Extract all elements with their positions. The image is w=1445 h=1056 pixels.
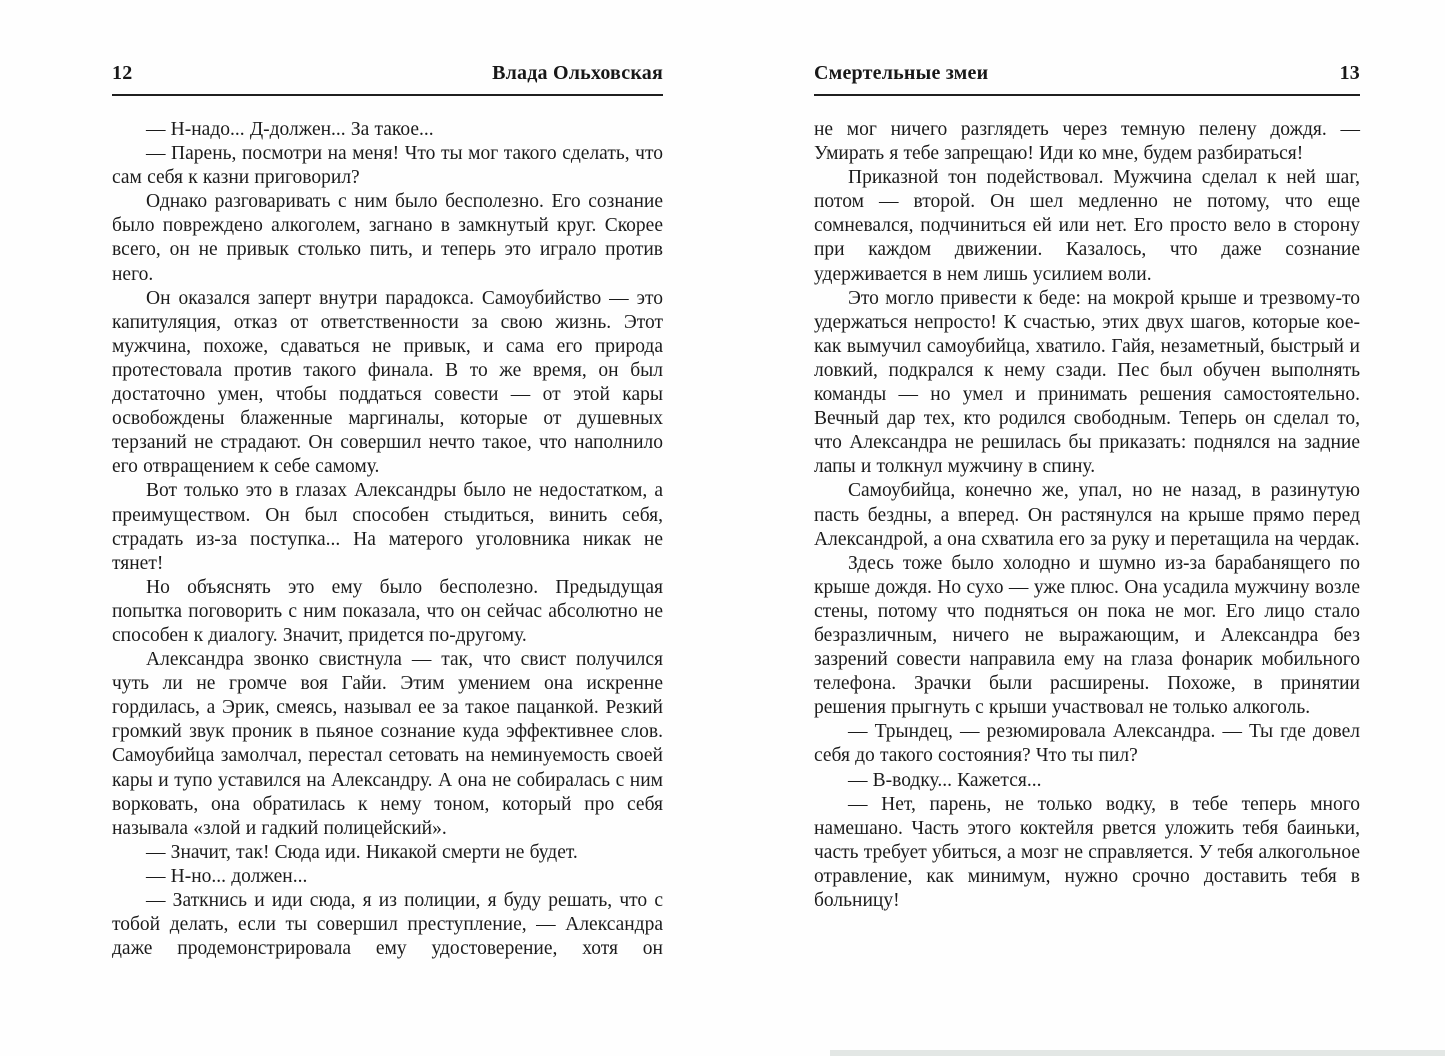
right-header-rule	[814, 94, 1360, 96]
paragraph: — Н-но... должен...	[146, 865, 308, 887]
paragraph: — Парень, посмотри на меня! Что ты мог такого сделать, что сам себя к казни приговорил?	[112, 143, 663, 189]
paragraph: Но объяснять это ему было бесполезно. Предыдущая попытка поговорить с ним показала, что он сейчас абсолютно не способен к диалогу. Значит, придется по-другому.	[112, 576, 663, 646]
scan-edge-artifact	[830, 1050, 1445, 1056]
right-running-header-title: Смертельные змеи	[814, 62, 989, 84]
left-body-text	[112, 118, 663, 961]
right-running-head	[814, 60, 1360, 86]
right-page-number: 13	[1339, 62, 1360, 84]
paragraph: Приказной тон подействовал. Мужчина сделал к ней шаг, потом — второй. Он шел медленно не потому, что еще сомневался, подчиниться ей или нет. Его просто вело в сторону при каждом движении. Казалось, что даже сознание удерживается в нем лишь усилием воли.	[814, 167, 1360, 285]
paragraph: Александра звонко свистнула — так, что свист получился чуть ли не громче воя Гайи. Этим умением она искренне гордилась, а Эрик, смеясь, называл ее за такое пацанкой. Резкий громкий звук проник в пьяное сознание куда эффективнее слов. Самоубийца замолчал, перестал сетовать на неминуемость своей кары и тупо уставился на Александру. А она не собиралась с ним ворковать, она обратилась к нему тоном, который про себя называла «злой и гадкий полицейский».	[112, 649, 663, 839]
paragraph: Здесь тоже было холодно и шумно из-за барабанящего по крыше дождя. Но сухо — уже плюс. Она усадила мужчину возле стены, потому что подняться он пока не мог. Его лицо стало безразличным, ничего не выражающим, и Александра без зазрений совести направила ему на глаза фонарик мобильного телефона. Зрачки были расширены. Похоже, в принятии решения прыгнуть с крыши участвовал не только алкоголь.	[814, 552, 1360, 719]
left-running-header-title: Влада Ольховская	[492, 62, 663, 84]
right-page	[814, 60, 1360, 913]
paragraph: Самоубийца, конечно же, упал, но не назад, в разинутую пасть бездны, а вперед. Он растянулся на крыше прямо перед Александрой, а она схватила его за руку и перетащила на чердак.	[814, 480, 1360, 550]
paragraph: Вот только это в глазах Александры было не недостатком, а преимуществом. Он был способен стыдиться, винить себя, страдать из-за поступка... На матерого уголовника никак не тянет!	[112, 480, 663, 574]
paragraph: — Н-надо... Д-должен... За такое...	[146, 119, 434, 140]
paragraph: Он оказался заперт внутри парадокса. Самоубийство — это капитуляция, отказ от ответственности за свою жизнь. Этот мужчина, похоже, сдаваться не привык, и сама его природа протестовала против такого финала. В то же время, он был достаточно умен, чтобы поддаться совести — от этой кары освобождены блаженные маргиналы, которые от душевных терзаний не страдают. Он совершил нечто такое, что наполнило его отвращением к себе самому.	[112, 287, 663, 478]
right-body-text	[814, 118, 1360, 913]
paragraph: — Трындец, — резюмировала Александра. — Ты где довел себя до такого состояния? Что ты пил?	[814, 721, 1360, 767]
paragraph: Однако разговаривать с ним было бесполезно. Его сознание было повреждено алкоголем, загнано в замкнутый круг. Скорее всего, он не привык столько пить, и теперь это играло против него.	[112, 191, 663, 285]
paragraph: Это могло привести к беде: на мокрой крыше и трезвому-то удержаться непросто! К счастью, этих двух шагов, которые кое-как вымучил самоубийца, хватило. Гайя, незаметный, быстрый и ловкий, подкрался к нему сзади. Пес был обучен выполнять команды — но умел и принимать решения самостоятельно. Вечный дар тех, кто родился свободным. Теперь он сделал то, что Александра не решилась бы приказать: поднялся на задние лапы и толкнул мужчину в спину.	[814, 287, 1360, 478]
left-header-rule	[112, 94, 663, 96]
paragraph: — Нет, парень, не только водку, в тебе теперь много намешано. Часть этого коктейля рвется уложить тебя баиньки, часть требует убиться, а мозг не справляется. У тебя алкогольное отравление, как минимум, нужно срочно доставить тебя в больницу!	[814, 793, 1360, 911]
paragraph: — Заткнись и иди сюда, я из полиции, я буду решать, что с тобой делать, если ты совершил преступление, — Александра даже продемонстрировала ему удостоверение, хотя он	[112, 890, 663, 960]
left-page	[112, 60, 663, 961]
left-running-head	[112, 60, 663, 86]
paragraph: — Значит, так! Сюда иди. Никакой смерти не будет.	[146, 841, 578, 863]
paragraph: не мог ничего разглядеть через темную пелену дождя. — Умирать я тебе запрещаю! Иди ко мне, будем разбираться!	[814, 119, 1360, 165]
left-page-number: 12	[112, 62, 133, 84]
paragraph: — В-водку... Кажется...	[848, 769, 1042, 791]
